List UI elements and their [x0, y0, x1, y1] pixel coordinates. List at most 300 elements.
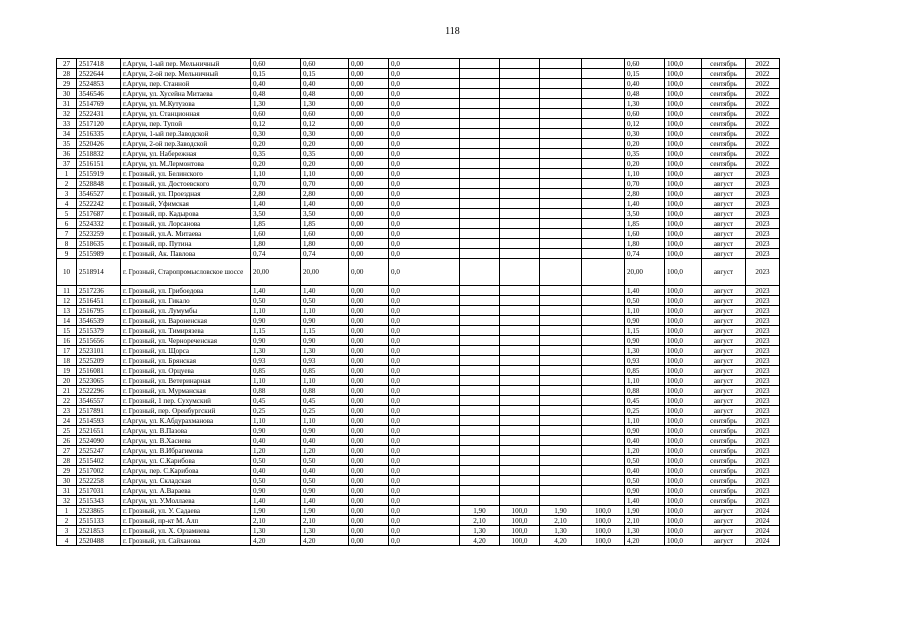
cell-total-length: 0,90 — [251, 316, 301, 326]
cell-total-length: 0,93 — [251, 356, 301, 366]
cell-percent-col-11 — [582, 129, 625, 139]
cell-length-col-8 — [460, 426, 500, 436]
cell-total-length: 0,50 — [251, 476, 301, 486]
cell-total-length: 1,10 — [251, 306, 301, 316]
cell-length-col-6: 0,00 — [349, 396, 389, 406]
cell-total-length: 0,60 — [251, 59, 301, 69]
cell-total-length: 1,85 — [251, 219, 301, 229]
cell-percent-col-7: 0,0 — [389, 149, 460, 159]
cell-month: сентябрь — [702, 79, 746, 89]
cell-month: август — [702, 209, 746, 219]
table-row — [57, 69, 780, 79]
cell-percent-col-9 — [500, 446, 540, 456]
cell-percent-col-13: 100,0 — [665, 506, 702, 516]
cell-percent-col-9 — [500, 199, 540, 209]
cell-length-col-5: 0,60 — [301, 59, 349, 69]
cell-month: август — [702, 376, 746, 386]
cell-road-id: 2517120 — [77, 119, 121, 129]
cell-year: 2023 — [746, 169, 780, 179]
cell-total-length: 0,35 — [251, 149, 301, 159]
cell-length-col-8 — [460, 99, 500, 109]
cell-length-col-12: 2,10 — [625, 516, 665, 526]
cell-road-id: 2518832 — [77, 149, 121, 159]
cell-length-col-8 — [460, 386, 500, 396]
table-row — [57, 219, 780, 229]
cell-road-id: 2514769 — [77, 99, 121, 109]
cell-length-col-5: 3,50 — [301, 209, 349, 219]
cell-percent-col-9 — [500, 376, 540, 386]
cell-row-number: 26 — [57, 436, 77, 446]
cell-length-col-10 — [540, 219, 582, 229]
cell-length-col-8 — [460, 119, 500, 129]
cell-total-length: 0,40 — [251, 466, 301, 476]
cell-month: сентябрь — [702, 89, 746, 99]
cell-length-col-5: 0,90 — [301, 316, 349, 326]
cell-length-col-6: 0,00 — [349, 189, 389, 199]
cell-total-length: 0,30 — [251, 129, 301, 139]
cell-row-number: 31 — [57, 486, 77, 496]
cell-year: 2023 — [746, 426, 780, 436]
cell-month: сентябрь — [702, 436, 746, 446]
cell-length-col-12: 1,40 — [625, 286, 665, 296]
cell-length-col-12: 0,48 — [625, 89, 665, 99]
cell-year: 2022 — [746, 79, 780, 89]
cell-percent-col-13: 100,0 — [665, 169, 702, 179]
cell-road-id: 2514593 — [77, 416, 121, 426]
road-registry-table — [56, 58, 780, 546]
cell-percent-col-11 — [582, 316, 625, 326]
cell-length-col-12: 0,40 — [625, 79, 665, 89]
cell-percent-col-9 — [500, 209, 540, 219]
table-row — [57, 356, 780, 366]
cell-row-number: 10 — [57, 259, 77, 286]
cell-road-address: г.Аргун, ул. В.Хасиева — [121, 436, 251, 446]
cell-length-col-5: 1,40 — [301, 496, 349, 506]
cell-road-id: 2515133 — [77, 516, 121, 526]
cell-road-address: г. Грозный, ул. У. Садаева — [121, 506, 251, 516]
table-row — [57, 179, 780, 189]
table-row — [57, 526, 780, 536]
cell-length-col-6: 0,00 — [349, 386, 389, 396]
cell-road-address: г. Грозный, Ак. Павлова — [121, 249, 251, 259]
cell-length-col-12: 1,10 — [625, 306, 665, 316]
cell-road-address: г.Аргун, 1-ый пер. Мельничный — [121, 59, 251, 69]
cell-percent-col-11 — [582, 229, 625, 239]
cell-month: август — [702, 169, 746, 179]
cell-length-col-6: 0,00 — [349, 326, 389, 336]
cell-month: сентябрь — [702, 426, 746, 436]
cell-year: 2023 — [746, 366, 780, 376]
cell-percent-col-9: 100,0 — [500, 506, 540, 516]
cell-road-address: г. Грозный, ул. Белинского — [121, 169, 251, 179]
cell-length-col-8 — [460, 259, 500, 286]
cell-road-id: 3546539 — [77, 316, 121, 326]
table-row — [57, 159, 780, 169]
cell-percent-col-13: 100,0 — [665, 296, 702, 306]
cell-road-address: г.Аргун, пер. Тупой — [121, 119, 251, 129]
cell-length-col-5: 1,30 — [301, 346, 349, 356]
cell-road-address: г.Аргун, ул. Складская — [121, 476, 251, 486]
cell-road-address: г.Аргун, ул. М.Лермонтова — [121, 159, 251, 169]
cell-percent-col-11 — [582, 259, 625, 286]
table-row — [57, 516, 780, 526]
cell-length-col-12: 1,90 — [625, 506, 665, 516]
cell-percent-col-9 — [500, 59, 540, 69]
cell-road-id: 2522258 — [77, 476, 121, 486]
cell-month: август — [702, 259, 746, 286]
cell-length-col-8 — [460, 326, 500, 336]
cell-year: 2024 — [746, 536, 780, 546]
cell-length-col-8 — [460, 296, 500, 306]
cell-road-id: 2520426 — [77, 139, 121, 149]
cell-percent-col-9 — [500, 346, 540, 356]
cell-length-col-12: 0,40 — [625, 466, 665, 476]
cell-length-col-10 — [540, 426, 582, 436]
cell-percent-col-7: 0,0 — [389, 466, 460, 476]
cell-percent-col-13: 100,0 — [665, 139, 702, 149]
cell-year: 2023 — [746, 436, 780, 446]
cell-road-id: 2522644 — [77, 69, 121, 79]
cell-road-address: г. Грозный, пр-кт М. Алп — [121, 516, 251, 526]
cell-road-id: 2524090 — [77, 436, 121, 446]
cell-percent-col-7: 0,0 — [389, 396, 460, 406]
table-row — [57, 476, 780, 486]
cell-length-col-10 — [540, 129, 582, 139]
cell-year: 2023 — [746, 219, 780, 229]
cell-length-col-10: 1,90 — [540, 506, 582, 516]
cell-row-number: 15 — [57, 326, 77, 336]
cell-percent-col-9 — [500, 69, 540, 79]
cell-percent-col-9 — [500, 336, 540, 346]
cell-road-id: 3546546 — [77, 89, 121, 99]
cell-year: 2023 — [746, 249, 780, 259]
cell-percent-col-9: 100,0 — [500, 526, 540, 536]
cell-length-col-6: 0,00 — [349, 476, 389, 486]
cell-year: 2023 — [746, 486, 780, 496]
cell-length-col-12: 1,20 — [625, 446, 665, 456]
cell-total-length: 1,10 — [251, 416, 301, 426]
cell-length-col-8 — [460, 169, 500, 179]
cell-total-length: 0,90 — [251, 486, 301, 496]
cell-percent-col-13: 100,0 — [665, 516, 702, 526]
cell-percent-col-13: 100,0 — [665, 456, 702, 466]
cell-length-col-6: 0,00 — [349, 69, 389, 79]
cell-length-col-12: 0,15 — [625, 69, 665, 79]
cell-percent-col-13: 100,0 — [665, 129, 702, 139]
cell-length-col-12: 0,50 — [625, 296, 665, 306]
cell-percent-col-13: 100,0 — [665, 366, 702, 376]
cell-length-col-10 — [540, 306, 582, 316]
cell-length-col-12: 0,50 — [625, 476, 665, 486]
cell-total-length: 2,10 — [251, 516, 301, 526]
cell-percent-col-11 — [582, 386, 625, 396]
cell-percent-col-11 — [582, 199, 625, 209]
cell-length-col-10: 1,30 — [540, 526, 582, 536]
cell-percent-col-11 — [582, 179, 625, 189]
cell-year: 2023 — [746, 396, 780, 406]
cell-total-length: 1,40 — [251, 286, 301, 296]
cell-length-col-6: 0,00 — [349, 99, 389, 109]
cell-row-number: 34 — [57, 129, 77, 139]
cell-length-col-10 — [540, 406, 582, 416]
cell-month: сентябрь — [702, 119, 746, 129]
cell-row-number: 27 — [57, 446, 77, 456]
cell-length-col-12: 1,15 — [625, 326, 665, 336]
table-row — [57, 239, 780, 249]
table-row — [57, 129, 780, 139]
cell-length-col-12: 0,90 — [625, 316, 665, 326]
cell-percent-col-11: 100,0 — [582, 526, 625, 536]
cell-year: 2022 — [746, 59, 780, 69]
cell-length-col-12: 1,40 — [625, 496, 665, 506]
cell-percent-col-7: 0,0 — [389, 99, 460, 109]
cell-length-col-8 — [460, 476, 500, 486]
cell-road-id: 2524332 — [77, 219, 121, 229]
cell-percent-col-13: 100,0 — [665, 119, 702, 129]
table-row — [57, 209, 780, 219]
cell-length-col-8 — [460, 229, 500, 239]
cell-percent-col-13: 100,0 — [665, 386, 702, 396]
cell-length-col-6: 0,00 — [349, 526, 389, 536]
cell-row-number: 2 — [57, 516, 77, 526]
cell-percent-col-13: 100,0 — [665, 316, 702, 326]
table-row — [57, 169, 780, 179]
cell-month: август — [702, 316, 746, 326]
cell-year: 2023 — [746, 239, 780, 249]
page-number: 118 — [445, 26, 460, 37]
cell-length-col-8 — [460, 69, 500, 79]
cell-length-col-12: 0,25 — [625, 406, 665, 416]
cell-length-col-6: 0,00 — [349, 446, 389, 456]
cell-percent-col-13: 100,0 — [665, 149, 702, 159]
cell-total-length: 3,50 — [251, 209, 301, 219]
cell-percent-col-9 — [500, 436, 540, 446]
cell-road-address: г. Грозный, пр. Кадырова — [121, 209, 251, 219]
cell-row-number: 29 — [57, 466, 77, 476]
cell-length-col-10 — [540, 259, 582, 286]
cell-length-col-6: 0,00 — [349, 426, 389, 436]
cell-length-col-12: 0,50 — [625, 456, 665, 466]
cell-row-number: 11 — [57, 286, 77, 296]
table-row — [57, 139, 780, 149]
cell-year: 2022 — [746, 109, 780, 119]
cell-total-length: 1,30 — [251, 526, 301, 536]
cell-percent-col-7: 0,0 — [389, 316, 460, 326]
cell-percent-col-7: 0,0 — [389, 89, 460, 99]
cell-percent-col-7: 0,0 — [389, 219, 460, 229]
cell-row-number: 5 — [57, 209, 77, 219]
cell-length-col-10 — [540, 456, 582, 466]
cell-total-length: 2,80 — [251, 189, 301, 199]
cell-month: август — [702, 249, 746, 259]
table-row — [57, 446, 780, 456]
cell-month: август — [702, 306, 746, 316]
cell-length-col-6: 0,00 — [349, 496, 389, 506]
table-row — [57, 486, 780, 496]
cell-length-col-5: 0,90 — [301, 336, 349, 346]
cell-year: 2023 — [746, 456, 780, 466]
cell-percent-col-7: 0,0 — [389, 119, 460, 129]
cell-road-address: г. Грозный, пер. Оренбургский — [121, 406, 251, 416]
cell-month: август — [702, 536, 746, 546]
cell-row-number: 1 — [57, 506, 77, 516]
cell-length-col-12: 0,30 — [625, 129, 665, 139]
cell-total-length: 0,50 — [251, 456, 301, 466]
cell-length-col-10 — [540, 239, 582, 249]
cell-percent-col-9 — [500, 366, 540, 376]
cell-percent-col-9 — [500, 249, 540, 259]
cell-percent-col-13: 100,0 — [665, 466, 702, 476]
cell-road-address: г. Грозный, Уфимская — [121, 199, 251, 209]
cell-percent-col-9 — [500, 129, 540, 139]
cell-length-col-5: 1,80 — [301, 239, 349, 249]
cell-road-address: г. Грозный, ул. Ветеринарная — [121, 376, 251, 386]
cell-length-col-5: 0,70 — [301, 179, 349, 189]
cell-month: сентябрь — [702, 149, 746, 159]
cell-length-col-12: 0,45 — [625, 396, 665, 406]
cell-length-col-6: 0,00 — [349, 346, 389, 356]
cell-total-length: 1,80 — [251, 239, 301, 249]
cell-total-length: 0,40 — [251, 79, 301, 89]
cell-percent-col-11 — [582, 396, 625, 406]
cell-percent-col-11 — [582, 69, 625, 79]
cell-percent-col-9 — [500, 119, 540, 129]
cell-percent-col-11 — [582, 59, 625, 69]
cell-length-col-5: 0,50 — [301, 476, 349, 486]
cell-percent-col-7: 0,0 — [389, 239, 460, 249]
cell-month: август — [702, 386, 746, 396]
cell-row-number: 3 — [57, 526, 77, 536]
cell-road-id: 2523865 — [77, 506, 121, 516]
cell-length-col-12: 1,60 — [625, 229, 665, 239]
cell-total-length: 0,60 — [251, 109, 301, 119]
cell-percent-col-7: 0,0 — [389, 209, 460, 219]
cell-month: август — [702, 396, 746, 406]
cell-month: август — [702, 296, 746, 306]
cell-percent-col-7: 0,0 — [389, 516, 460, 526]
table-row — [57, 456, 780, 466]
cell-percent-col-11 — [582, 89, 625, 99]
cell-total-length: 0,40 — [251, 436, 301, 446]
cell-percent-col-7: 0,0 — [389, 159, 460, 169]
cell-percent-col-7: 0,0 — [389, 296, 460, 306]
cell-length-col-12: 0,90 — [625, 426, 665, 436]
cell-length-col-12: 1,10 — [625, 416, 665, 426]
cell-percent-col-11 — [582, 406, 625, 416]
cell-length-col-6: 0,00 — [349, 79, 389, 89]
cell-percent-col-9 — [500, 286, 540, 296]
cell-percent-col-9 — [500, 356, 540, 366]
cell-length-col-6: 0,00 — [349, 89, 389, 99]
cell-road-id: 2520488 — [77, 536, 121, 546]
cell-percent-col-7: 0,0 — [389, 536, 460, 546]
cell-row-number: 28 — [57, 69, 77, 79]
cell-length-col-10 — [540, 189, 582, 199]
cell-length-col-5: 20,00 — [301, 259, 349, 286]
cell-length-col-5: 1,30 — [301, 99, 349, 109]
cell-length-col-10 — [540, 296, 582, 306]
cell-road-id: 3546527 — [77, 189, 121, 199]
cell-total-length: 1,90 — [251, 506, 301, 516]
cell-road-address: г.Аргун, ул. У.Моллаева — [121, 496, 251, 506]
cell-total-length: 4,20 — [251, 536, 301, 546]
cell-length-col-8 — [460, 336, 500, 346]
cell-length-col-12: 0,60 — [625, 109, 665, 119]
cell-percent-col-13: 100,0 — [665, 159, 702, 169]
cell-length-col-5: 0,30 — [301, 129, 349, 139]
cell-percent-col-7: 0,0 — [389, 386, 460, 396]
cell-length-col-10 — [540, 119, 582, 129]
cell-length-col-8 — [460, 89, 500, 99]
cell-percent-col-9 — [500, 239, 540, 249]
cell-length-col-12: 0,40 — [625, 436, 665, 446]
cell-percent-col-9 — [500, 109, 540, 119]
cell-length-col-10 — [540, 286, 582, 296]
cell-road-address: г.Аргун, ул. А.Вараева — [121, 486, 251, 496]
cell-year: 2023 — [746, 336, 780, 346]
cell-percent-col-13: 100,0 — [665, 199, 702, 209]
cell-percent-col-11 — [582, 436, 625, 446]
cell-length-col-10 — [540, 89, 582, 99]
cell-length-col-5: 1,40 — [301, 199, 349, 209]
cell-row-number: 32 — [57, 109, 77, 119]
cell-percent-col-7: 0,0 — [389, 506, 460, 516]
table-row — [57, 376, 780, 386]
cell-year: 2023 — [746, 286, 780, 296]
cell-road-address: г.Аргун, 2-ой пер. Мельничный — [121, 69, 251, 79]
cell-row-number: 21 — [57, 386, 77, 396]
cell-length-col-8: 4,20 — [460, 536, 500, 546]
table-row — [57, 506, 780, 516]
cell-percent-col-11 — [582, 376, 625, 386]
cell-length-col-5: 0,50 — [301, 296, 349, 306]
cell-length-col-6: 0,00 — [349, 199, 389, 209]
cell-road-address: г. Грозный, ул. Брянская — [121, 356, 251, 366]
table-row — [57, 326, 780, 336]
cell-length-col-5: 0,12 — [301, 119, 349, 129]
cell-length-col-10 — [540, 476, 582, 486]
cell-length-col-12: 1,85 — [625, 219, 665, 229]
cell-percent-col-7: 0,0 — [389, 139, 460, 149]
cell-percent-col-11 — [582, 446, 625, 456]
cell-percent-col-13: 100,0 — [665, 476, 702, 486]
cell-length-col-12: 0,74 — [625, 249, 665, 259]
cell-length-col-6: 0,00 — [349, 129, 389, 139]
cell-year: 2023 — [746, 406, 780, 416]
cell-year: 2022 — [746, 119, 780, 129]
cell-road-address: г. Грозный, Старопромысловское шоссе — [121, 259, 251, 286]
table-row — [57, 426, 780, 436]
cell-row-number: 37 — [57, 159, 77, 169]
table-row — [57, 149, 780, 159]
table-row — [57, 259, 780, 286]
cell-percent-col-9: 100,0 — [500, 536, 540, 546]
table-row — [57, 306, 780, 316]
cell-length-col-8 — [460, 486, 500, 496]
cell-length-col-8 — [460, 396, 500, 406]
cell-year: 2024 — [746, 526, 780, 536]
cell-length-col-8 — [460, 129, 500, 139]
cell-length-col-8: 1,30 — [460, 526, 500, 536]
cell-percent-col-11 — [582, 496, 625, 506]
cell-road-address: г. Грозный, 1 пер. Сухумский — [121, 396, 251, 406]
cell-percent-col-7: 0,0 — [389, 486, 460, 496]
cell-road-id: 2521651 — [77, 426, 121, 436]
cell-percent-col-7: 0,0 — [389, 286, 460, 296]
cell-length-col-8 — [460, 416, 500, 426]
cell-percent-col-13: 100,0 — [665, 109, 702, 119]
cell-length-col-5: 0,93 — [301, 356, 349, 366]
